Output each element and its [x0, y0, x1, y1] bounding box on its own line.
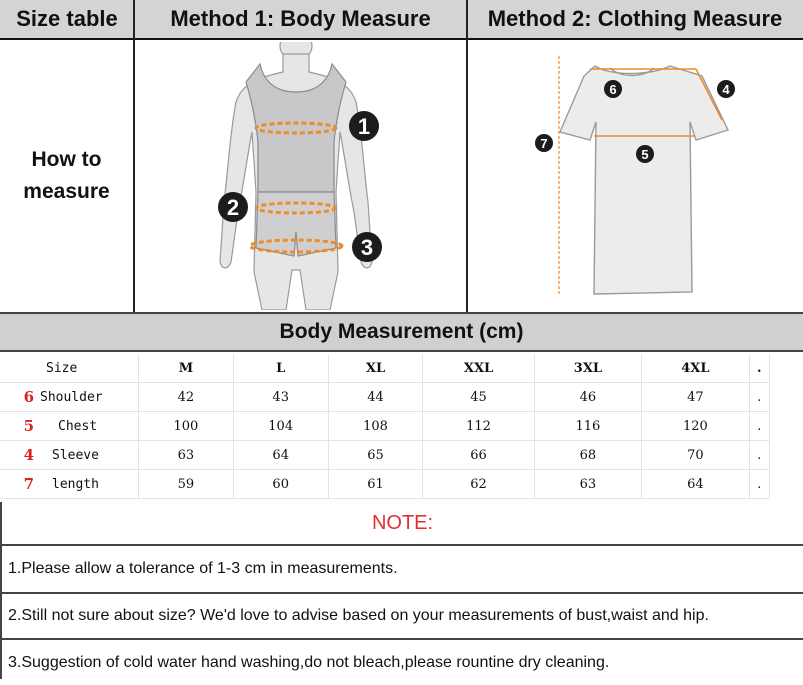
table-cell: 68 — [534, 441, 641, 470]
table-cell: 108 — [328, 412, 423, 441]
body-marker-3 — [352, 232, 382, 262]
notes-box — [0, 502, 803, 679]
table-cell: 63 — [534, 470, 641, 499]
header-method2-label: Method 2: Clothing Measure — [487, 6, 783, 31]
row-label: Chest — [38, 412, 139, 441]
divider — [466, 0, 468, 312]
body-marker-2 — [218, 192, 248, 222]
row-number: 4 — [0, 441, 38, 470]
how-to-line2: measure — [23, 180, 110, 203]
table-cell: 116 — [534, 412, 641, 441]
header-method1-label: Method 1: Body Measure — [170, 6, 431, 31]
table-cell: 100 — [139, 412, 234, 441]
table-cell: 47 — [642, 383, 749, 412]
note-title: NOTE: — [371, 512, 434, 534]
how-to-line1: How to — [31, 148, 102, 171]
table-cell: . — [749, 383, 769, 412]
size-header: XXL — [423, 354, 534, 383]
table-cell: 45 — [423, 383, 534, 412]
band-title: Body Measurement (cm) — [279, 320, 524, 343]
row-number: 5 — [0, 412, 38, 441]
size-header: M — [139, 354, 234, 383]
table-cell: 44 — [328, 383, 423, 412]
note-item: 1.Please allow a tolerance of 1-3 cm in measurements. — [2, 544, 803, 592]
table-cell: 65 — [328, 441, 423, 470]
header-size-table-label: Size table — [16, 6, 118, 31]
row-label: Shoulder — [38, 383, 139, 412]
row-label: length — [38, 470, 139, 499]
table-cell: 63 — [139, 441, 234, 470]
table-cell: 62 — [423, 470, 534, 499]
table-cell: 43 — [233, 383, 328, 412]
body-figure-illustration — [136, 42, 464, 310]
clothing-marker-6-text: 6 — [609, 82, 617, 97]
table-cell: 64 — [642, 470, 749, 499]
clothing-marker-5 — [636, 145, 654, 163]
clothing-marker-7 — [535, 134, 553, 152]
table-cell: 64 — [233, 441, 328, 470]
body-measurement-band — [0, 312, 803, 352]
table-cell: 60 — [233, 470, 328, 499]
body-marker-3-text: 3 — [360, 235, 374, 260]
header-method1 — [134, 0, 467, 40]
row-number: 6 — [0, 383, 38, 412]
table-cell: . — [749, 470, 769, 499]
header-size-table — [0, 0, 134, 40]
table-cell: 61 — [328, 470, 423, 499]
clothing-marker-4-text: 4 — [722, 82, 730, 97]
tshirt-illustration — [470, 42, 800, 310]
row-number: 7 — [0, 470, 38, 499]
table-row — [0, 383, 770, 412]
table-cell: 59 — [139, 470, 234, 499]
table-cell: 66 — [423, 441, 534, 470]
size-header: 4XL — [642, 354, 749, 383]
table-row — [0, 412, 770, 441]
row-label: Sleeve — [38, 441, 139, 470]
table-cell: 46 — [534, 383, 641, 412]
table-cell: 120 — [642, 412, 749, 441]
how-to-measure — [0, 144, 133, 208]
body-marker-2-text: 2 — [226, 195, 240, 220]
divider — [133, 0, 135, 312]
table-header-row — [0, 354, 770, 383]
clothing-marker-5-text: 5 — [641, 147, 649, 162]
size-header: 3XL — [534, 354, 641, 383]
clothing-marker-7-text: 7 — [540, 136, 548, 151]
clothing-marker-4 — [717, 80, 735, 98]
table-row — [0, 470, 770, 499]
body-marker-1-text: 1 — [357, 114, 371, 139]
table-cell: 70 — [642, 441, 749, 470]
table-cell: 42 — [139, 383, 234, 412]
table-cell: 112 — [423, 412, 534, 441]
size-table — [0, 354, 770, 499]
size-header: XL — [328, 354, 423, 383]
size-header: . — [749, 354, 769, 383]
body-marker-1 — [349, 111, 379, 141]
note-item: 2.Still not sure about size? We'd love to advise based on your measurements of bust,waist and hip. — [2, 592, 803, 638]
size-label: Size — [38, 354, 139, 383]
table-row — [0, 441, 770, 470]
header-method2 — [467, 0, 803, 40]
note-item: 3.Suggestion of cold water hand washing,do not bleach,please rountine dry cleaning. — [2, 638, 803, 685]
table-cell: . — [749, 412, 769, 441]
size-header: L — [233, 354, 328, 383]
table-cell: . — [749, 441, 769, 470]
clothing-marker-6 — [604, 80, 622, 98]
table-cell: 104 — [233, 412, 328, 441]
